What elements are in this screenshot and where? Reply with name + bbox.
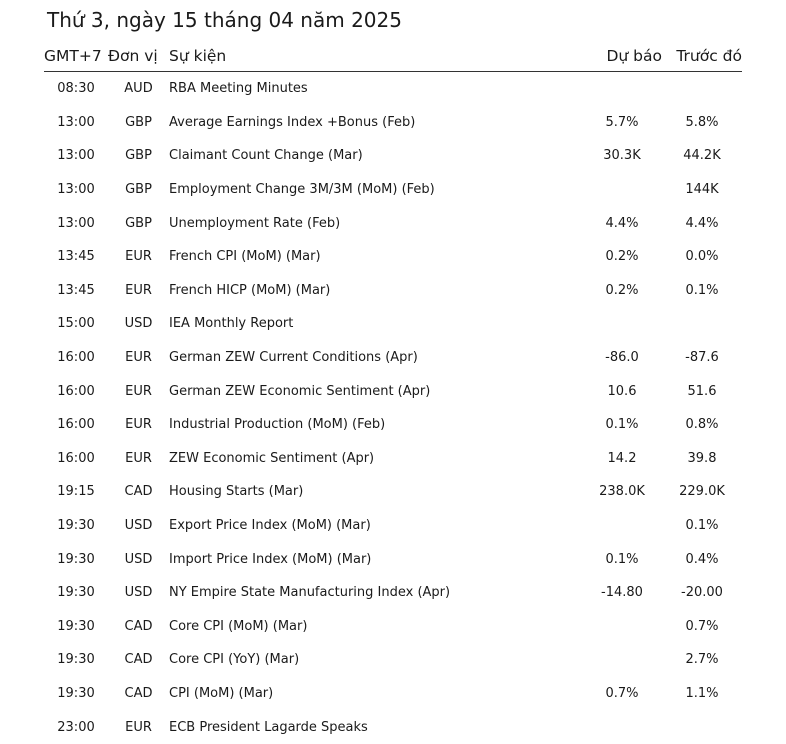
cell-time: 19:15 [57,484,95,500]
cell-forecast [582,710,662,744]
cell-event: French HICP (MoM) (Mar) [169,282,331,298]
cell-previous: 144K [685,182,719,198]
cell-forecast: 0.2% [605,282,639,298]
cell-event: Industrial Production (MoM) (Feb) [169,417,386,433]
cell-forecast: 30.3K [603,148,641,164]
cell-time: 13:45 [57,282,95,298]
cell-forecast [582,509,662,543]
cell-currency: USD [124,316,153,332]
cell-forecast [582,643,662,677]
cell-previous: 39.8 [687,450,717,466]
table-row [44,374,742,408]
cell-forecast: 10.6 [607,383,637,399]
table-row [44,643,742,677]
cell-currency: EUR [125,450,152,466]
table-row [44,710,742,744]
cell-event: Export Price Index (MoM) (Mar) [169,518,371,534]
cell-currency: EUR [125,383,152,399]
cell-event: Employment Change 3M/3M (MoM) (Feb) [169,182,435,198]
cell-time: 19:30 [57,585,95,601]
cell-currency: GBP [125,182,152,198]
column-header-forecast: Dự báo [582,40,662,72]
cell-time: 19:30 [57,518,95,534]
table-row [44,307,742,341]
cell-event: ECB President Lagarde Speaks [169,719,368,735]
cell-forecast: -86.0 [605,350,639,366]
table-row [44,341,742,375]
cell-previous: 1.1% [685,685,719,701]
cell-forecast: 5.7% [605,114,639,130]
cell-previous: -20.00 [681,585,723,601]
cell-time: 13:00 [57,114,95,130]
cell-previous: 5.8% [685,114,719,130]
cell-forecast: 0.1% [605,551,639,567]
cell-event: German ZEW Current Conditions (Apr) [169,350,418,366]
cell-currency: AUD [124,81,153,97]
cell-time: 08:30 [57,81,95,97]
table-row [44,206,742,240]
cell-event: Claimant Count Change (Mar) [169,148,363,164]
cell-event: Import Price Index (MoM) (Mar) [169,551,372,567]
cell-previous: -87.6 [685,350,719,366]
cell-event: NY Empire State Manufacturing Index (Apr) [169,585,451,601]
cell-event: French CPI (MoM) (Mar) [169,249,321,265]
cell-time: 16:00 [57,383,95,399]
cell-event: ZEW Economic Sentiment (Apr) [169,450,375,466]
cell-forecast [582,72,662,106]
table-row [44,576,742,610]
cell-currency: CAD [124,685,153,701]
cell-time: 13:45 [57,249,95,265]
table-row [44,509,742,543]
column-header-event: Sự kiện [169,40,582,72]
cell-previous: 4.4% [685,215,719,231]
table-header-row [44,40,742,72]
cell-time: 15:00 [57,316,95,332]
cell-forecast: 14.2 [607,450,637,466]
cell-previous: 229.0K [679,484,725,500]
cell-forecast: 4.4% [605,215,639,231]
cell-previous: 44.2K [683,148,721,164]
cell-currency: GBP [125,148,152,164]
cell-currency: CAD [124,618,153,634]
cell-currency: USD [124,551,153,567]
cell-forecast: 238.0K [599,484,645,500]
cell-forecast [582,307,662,341]
cell-forecast: 0.7% [605,685,639,701]
cell-currency: USD [124,518,153,534]
cell-previous: 51.6 [687,383,717,399]
cell-currency: EUR [125,249,152,265]
cell-time: 16:00 [57,417,95,433]
table-row [44,475,742,509]
cell-previous [662,710,742,744]
cell-time: 16:00 [57,350,95,366]
cell-previous: 0.0% [685,249,719,265]
table-row [44,72,742,106]
cell-previous [662,307,742,341]
cell-event: IEA Monthly Report [169,316,294,332]
cell-time: 13:00 [57,215,95,231]
column-header-previous: Trước đó [662,40,742,72]
cell-event: CPI (MoM) (Mar) [169,685,274,701]
economic-calendar-table [44,40,742,744]
cell-time: 13:00 [57,148,95,164]
table-row [44,677,742,711]
cell-event: Housing Starts (Mar) [169,484,304,500]
cell-forecast [582,173,662,207]
cell-time: 13:00 [57,182,95,198]
cell-forecast [582,610,662,644]
cell-currency: GBP [125,114,152,130]
cell-currency: CAD [124,484,153,500]
table-row [44,173,742,207]
cell-forecast: 0.1% [605,417,639,433]
table-row [44,274,742,308]
table-row [44,442,742,476]
cell-event: RBA Meeting Minutes [169,81,308,97]
cell-event: Core CPI (YoY) (Mar) [169,652,300,668]
cell-time: 19:30 [57,551,95,567]
cell-previous: 0.1% [685,518,719,534]
table-row [44,139,742,173]
cell-time: 23:00 [57,719,95,735]
cell-currency: GBP [125,215,152,231]
cell-event: Average Earnings Index +Bonus (Feb) [169,114,416,130]
cell-currency: EUR [125,417,152,433]
table-row [44,610,742,644]
cell-time: 19:30 [57,618,95,634]
column-header-time: GMT+7 [44,40,108,72]
table-row [44,408,742,442]
cell-currency: USD [124,585,153,601]
cell-currency: EUR [125,350,152,366]
cell-previous: 0.7% [685,618,719,634]
cell-forecast: 0.2% [605,249,639,265]
page-title: Thứ 3, ngày 15 tháng 04 năm 2025 [47,8,402,32]
cell-currency: EUR [125,282,152,298]
cell-forecast: -14.80 [601,585,643,601]
cell-event: Unemployment Rate (Feb) [169,215,341,231]
table-row [44,542,742,576]
column-header-currency: Đơn vị [108,40,169,72]
cell-previous: 0.1% [685,282,719,298]
cell-previous: 2.7% [685,652,719,668]
table-row [44,240,742,274]
cell-previous: 0.4% [685,551,719,567]
cell-currency: CAD [124,652,153,668]
cell-event: Core CPI (MoM) (Mar) [169,618,308,634]
cell-previous: 0.8% [685,417,719,433]
cell-previous [662,72,742,106]
cell-time: 19:30 [57,685,95,701]
table-row [44,106,742,140]
cell-time: 19:30 [57,652,95,668]
cell-event: German ZEW Economic Sentiment (Apr) [169,383,431,399]
cell-currency: EUR [125,719,152,735]
cell-time: 16:00 [57,450,95,466]
